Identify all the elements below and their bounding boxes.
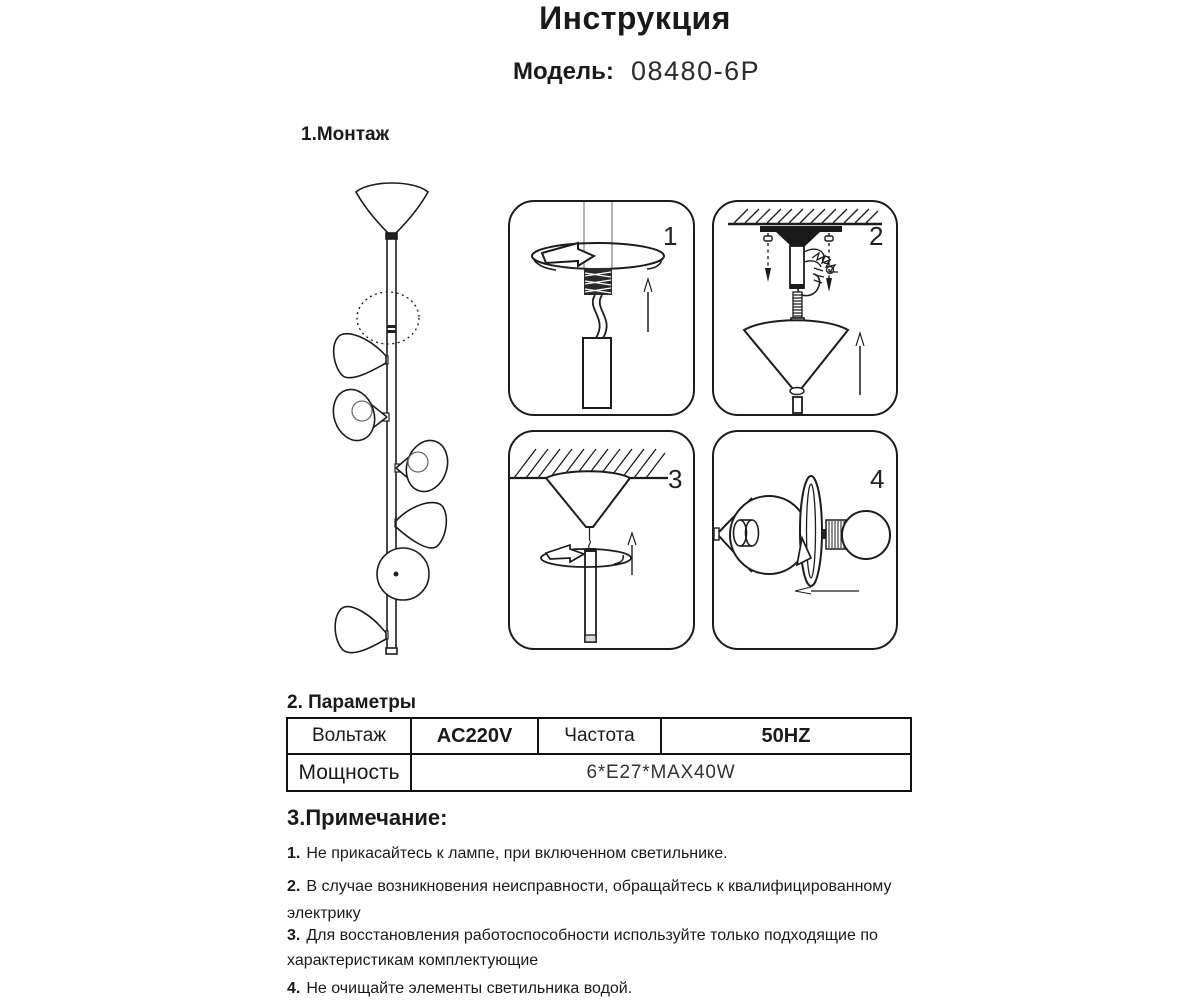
lamp-shade-left-2 <box>327 384 389 446</box>
lamp-shade-left-3 <box>335 607 388 653</box>
rotation-arrow-vertical <box>797 476 822 586</box>
note-1-text: Не прикасайтесь к лампе, при включенном светильнике. <box>306 845 728 862</box>
note-3-continued <box>287 951 538 971</box>
note-2 <box>287 877 891 897</box>
note-3-text: Для восстановления работоспособности используйте только подходящие по <box>306 927 878 944</box>
pole <box>585 548 596 642</box>
note-3-text-line2: характеристикам комплектующие <box>287 952 539 969</box>
note-2-continued <box>287 904 361 924</box>
step-3-diagram <box>510 432 693 648</box>
step-4-diagram <box>714 432 896 648</box>
lamp-shade-right-2 <box>395 503 446 548</box>
cone-shade <box>546 471 630 549</box>
voltage-label-cell: Вольтаж <box>287 718 411 754</box>
lamp-shade-right-1 <box>395 435 454 497</box>
frequency-label-cell: Частота <box>538 718 661 754</box>
frequency-value-cell: 50HZ <box>661 718 911 754</box>
threaded-rod <box>791 292 804 323</box>
light-bulb <box>822 511 890 559</box>
model-value: 08480-6P <box>631 56 761 86</box>
left-arrow <box>795 587 859 594</box>
note-1 <box>287 844 728 864</box>
model-label: Модель: <box>513 58 614 85</box>
step-3-number: 3 <box>668 464 683 494</box>
lamp-pole-base <box>386 648 397 654</box>
note-2-text: В случае возникновения неисправности, обращайтесь к квалифицированному <box>306 878 892 895</box>
ceiling-hatch <box>728 209 882 224</box>
lamp-shade-left-1 <box>334 334 388 378</box>
rotation-arrow <box>532 243 664 270</box>
lower-tube <box>583 338 611 408</box>
step-1-number: 1 <box>663 221 678 251</box>
note-3-number: 3. <box>287 927 301 944</box>
step-3-panel <box>508 430 695 650</box>
page-title: Инструкция <box>539 0 731 36</box>
threaded-coupling <box>584 268 612 295</box>
step-4-number: 4 <box>870 464 885 494</box>
horizontal-cone-shade <box>714 496 808 574</box>
note-4-number: 4. <box>287 980 301 997</box>
table-row <box>287 718 911 754</box>
cone-shade <box>744 320 848 413</box>
note-2-text-line2: электрику <box>287 905 361 922</box>
parameters-table-wrap <box>286 717 912 792</box>
voltage-value-cell: AC220V <box>411 718 538 754</box>
up-arrow <box>644 279 652 332</box>
wire-connector-scribble <box>812 253 838 283</box>
screw-left <box>764 233 772 282</box>
wire <box>593 295 607 338</box>
up-arrow <box>856 333 864 395</box>
note-2-number: 2. <box>287 878 301 895</box>
section-heading-montage: 1.Монтаж <box>301 124 390 145</box>
up-arrow <box>628 533 636 575</box>
lamp-top-cone <box>356 183 428 239</box>
note-1-number: 1. <box>287 845 301 862</box>
power-value-cell: 6*E27*MAX40W <box>411 754 911 791</box>
lamp-shade-front <box>377 548 429 600</box>
floor-lamp-drawing <box>290 170 480 680</box>
note-3 <box>287 926 878 946</box>
note-4 <box>287 979 632 999</box>
table-row <box>287 754 911 791</box>
step-2-number: 2 <box>869 221 884 251</box>
parameters-table <box>286 717 912 792</box>
section-heading-notes: 3.Примечание: <box>287 805 448 830</box>
step-4-panel <box>712 430 898 650</box>
power-label-cell: Мощность <box>287 754 411 791</box>
section-heading-parameters: 2. Параметры <box>287 692 417 713</box>
note-4-text: Не очищайте элементы светильника водой. <box>306 980 633 997</box>
